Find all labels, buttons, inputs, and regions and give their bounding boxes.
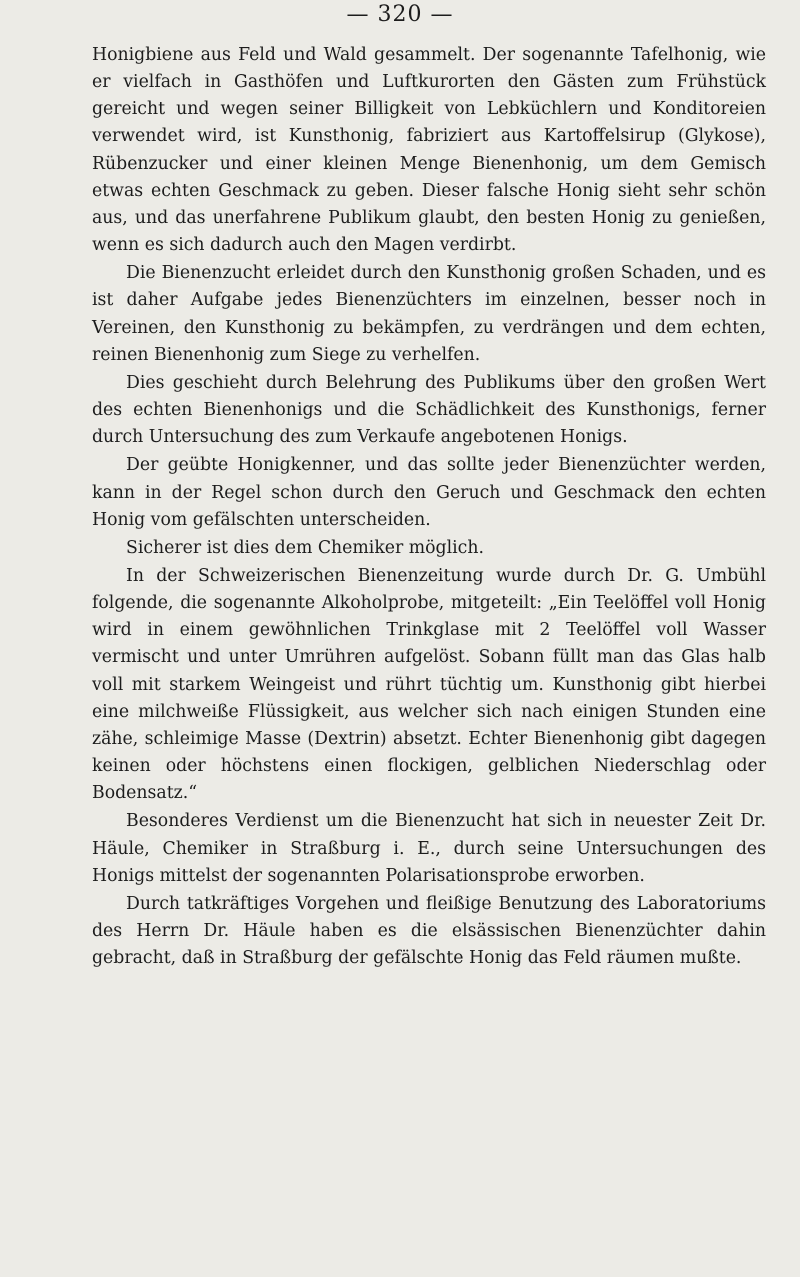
paragraph-bienenzucht-schaden: Die Bienenzucht erleidet durch den Kunsthonig großen Schaden, und es ist daher Aufgabe jedes Bienenzüchters im einzelnen, besser noch in Vereinen, den Kunsthonig zu bekämpfen, zu verdrängen und dem echten, reinen Bienenhonig zum Siege zu verhelfen. [92,263,766,365]
paragraph-polarisationsprobe: Besonderes Verdienst um die Bienenzucht hat sich in neuester Zeit Dr. Häule, Chemiker in Straßburg i. E., durch seine Untersuchungen des Honigs mittelst der sogenannten Polarisationsprobe erworben. [92,811,766,886]
page-number: — 320 — [346,2,454,27]
paragraph-honigkenner: Der geübte Honigkenner, und das sollte jeder Bienenzüchter werden, kann in der Regel schon durch den Geruch und Geschmack den echten Honig vom gefälschten unterscheiden. [92,455,766,530]
body-text [92,42,766,973]
paragraph-belehrung: Dies geschieht durch Belehrung des Publikums über den großen Wert des echten Bienenhonigs und die Schädlichkeit des Kunsthonigs, ferner durch Untersuchung des zum Verkaufe angebotenen Honigs. [92,372,766,448]
paragraph-chemiker: Sicherer ist dies dem Chemiker möglich. [126,537,484,558]
paragraph-strassburg: Durch tatkräftiges Vorgehen und fleißige Benutzung des Laboratoriums des Herrn Dr. Häule haben es die elsässischen Bienenzüchter dahin gebracht, daß in Straßburg der gefälschte Honig das Feld räumen mußte. [92,893,766,969]
paragraph-alkoholprobe: In der Schweizerischen Bienenzeitung wurde durch Dr. G. Umbühl folgende, die sogenannte Alkoholprobe, mitgeteilt: „Ein Teelöffel voll Honig wird in einem gewöhnlichen Trinkglase mit 2 Teelöffel voll Wasser vermischt und unter Umrühren aufgelöst. Sobann füllt man das Glas halb voll mit starkem Weingeist und rührt tüchtig um. Kunsthonig gibt hierbei eine milchweiße Flüssigkeit, aus welcher sich nach einigen Stunden eine zähe, schleimige Masse (Dextrin) absetzt. Echter Bienenhonig gibt dagegen keinen oder höchstens einen flockigen, gelblichen Niederschlag oder Bodensatz.“ [92,565,766,804]
paragraph-kunsthonig-intro: Honigbiene aus Feld und Wald gesammelt. Der sogenannte Tafelhonig, wie er vielfach in Gasthöfen und Luftkurorten den Gästen zum Frühstück gereicht und wegen seiner Billigkeit von Lebküchlern und Konditoreien verwendet wird, ist Kunsthonig, fabriziert aus Kartoffelsirup (Glykose), Rübenzucker und einer kleinen Menge Bienenhonig, um dem Gemisch etwas echten Geschmack zu geben. Dieser falsche Honig sieht sehr schön aus, und das unerfahrene Publikum glaubt, den besten Honig zu genießen, wenn es sich dadurch auch den Magen verdirbt. [92,45,766,256]
